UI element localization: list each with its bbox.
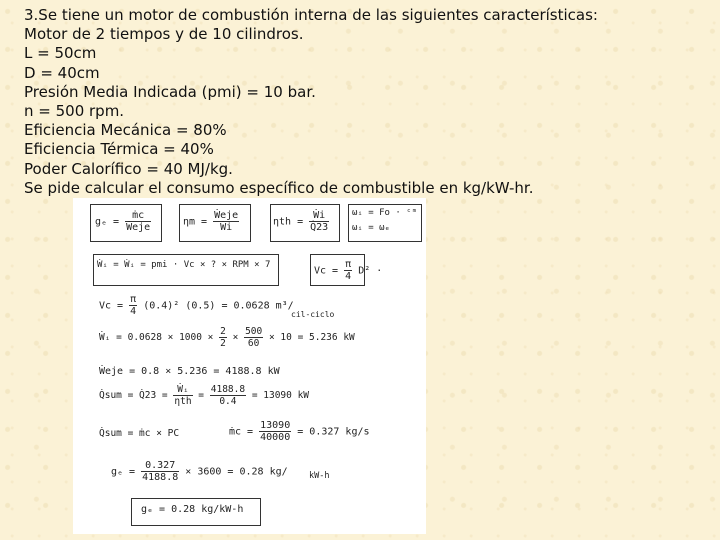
- formula-ge-lhs: gₑ =: [95, 216, 120, 228]
- formula-eta-th: [273, 210, 329, 233]
- step-vc-unit: cil-ciclo: [291, 310, 335, 319]
- step-qsum-rhs: = 13090 kW: [251, 390, 310, 401]
- handwritten-solution-image: [73, 198, 426, 534]
- bore-diameter: D = 40cm: [24, 63, 100, 82]
- step-wi-den1: 2: [220, 338, 226, 349]
- displacement-rhs: D² ·: [358, 265, 383, 277]
- problem-statement: [24, 6, 714, 198]
- problem-title: 3.Se tiene un motor de combustión interna de las siguientes características:: [24, 6, 598, 24]
- step-ge-unit: kW-h: [309, 471, 330, 481]
- step-wi-mid: ×: [232, 332, 239, 343]
- step-wi-rhs: × 10 = 5.236 kW: [268, 332, 355, 343]
- displacement-den: 4: [345, 271, 352, 282]
- step-weje: Ẇeje = 0.8 × 5.236 = 4188.8 kW: [99, 366, 280, 377]
- indicated-mean-pressure: Presión Media Indicada (pmi) = 10 bar.: [24, 82, 316, 101]
- step-ge-den: 4188.8: [142, 472, 179, 483]
- step-qsum-den2: 0.4: [219, 396, 237, 407]
- stroke-length: L = 50cm: [24, 44, 97, 63]
- formula-eta-m: [183, 210, 239, 233]
- step-vc: [99, 294, 294, 317]
- displacement-num: π: [345, 259, 352, 270]
- step-vc-lhs: Vc =: [99, 300, 124, 312]
- formula-eta-th-lhs: ηth =: [273, 216, 304, 228]
- step-qsum-mid: =: [198, 390, 205, 401]
- step-wi-den2: 60: [247, 338, 260, 349]
- step-wi-num1: 2: [220, 326, 226, 337]
- step-mc-num: 13090: [260, 420, 291, 431]
- formula-eta-th-num: Ẇi: [309, 210, 329, 222]
- engine-speed: n = 500 rpm.: [24, 102, 125, 121]
- thermal-efficiency: Eficiencia Térmica = 40%: [24, 140, 214, 159]
- mechanical-efficiency: Eficiencia Mecánica = 80%: [24, 121, 227, 140]
- step-qsum-lhs: Q̇sum = Q̇23 =: [99, 390, 168, 401]
- power-formula: [97, 260, 270, 270]
- displacement-formula: [314, 259, 382, 282]
- step-ge-rhs: × 3600 = 0.28 kg/: [185, 466, 288, 478]
- formula-ge-num: ṁc: [125, 210, 151, 222]
- step-mc-den: 40000: [260, 432, 291, 443]
- step-ge: [111, 460, 288, 483]
- step-mc-lhs: Q̇sum = ṁc × PC: [99, 428, 180, 439]
- final-answer: gₑ = 0.28 kg/kW-h: [141, 504, 244, 515]
- step-wi-num2: 500: [245, 326, 263, 337]
- step-wi-lhs: Ẇᵢ = 0.0628 × 1000 ×: [99, 332, 214, 343]
- step-mc-rhs: = 0.327 kg/s: [297, 426, 370, 438]
- formula-wi-line2: ωᵢ = ωₑ: [352, 223, 390, 233]
- engine-type: Motor de 2 tiempos y de 10 cilindros.: [24, 25, 304, 44]
- step-qsum-num1: Ẇᵢ: [173, 384, 192, 396]
- formula-eta-m-num: Ẇeje: [214, 210, 239, 221]
- step-ge-lhs: gₑ =: [111, 466, 136, 478]
- formula-ge: [95, 210, 151, 233]
- power-formula-box: [93, 254, 279, 286]
- step-wi: [99, 326, 355, 349]
- step-mc: [229, 420, 370, 443]
- step-vc-den: 4: [130, 306, 137, 317]
- formula-ge-den: Ẇeje: [126, 222, 151, 233]
- step-vc-expr: (0.4)² (0.5) = 0.0628 m³/: [143, 300, 294, 312]
- formula-wi-line1: ωᵢ = Fo · ᶜᵐ: [352, 208, 418, 218]
- power-formula-text: Ẇᵢ = Ẇᵢ = pmi · Vc × ? × RPM × 7: [97, 260, 271, 270]
- step-qsum-den1: ηth: [174, 396, 192, 407]
- formula-eta-m-den: Ẇi: [220, 222, 233, 233]
- step-ge-num: 0.327: [141, 460, 179, 472]
- formula-eta-th-den: Q̇23: [310, 222, 329, 233]
- formula-eta-m-lhs: ηm =: [183, 216, 208, 228]
- step-mc-lhs2: ṁc =: [229, 426, 254, 438]
- calorific-value: Poder Calorífico = 40 MJ/kg.: [24, 159, 233, 178]
- question: Se pide calcular el consumo específico de combustible en kg/kW-hr.: [24, 178, 534, 197]
- step-qsum-num2: 4188.8: [210, 384, 246, 395]
- step-vc-num: π: [130, 294, 137, 305]
- step-qsum: [99, 384, 309, 407]
- displacement-lhs: Vc =: [314, 265, 339, 277]
